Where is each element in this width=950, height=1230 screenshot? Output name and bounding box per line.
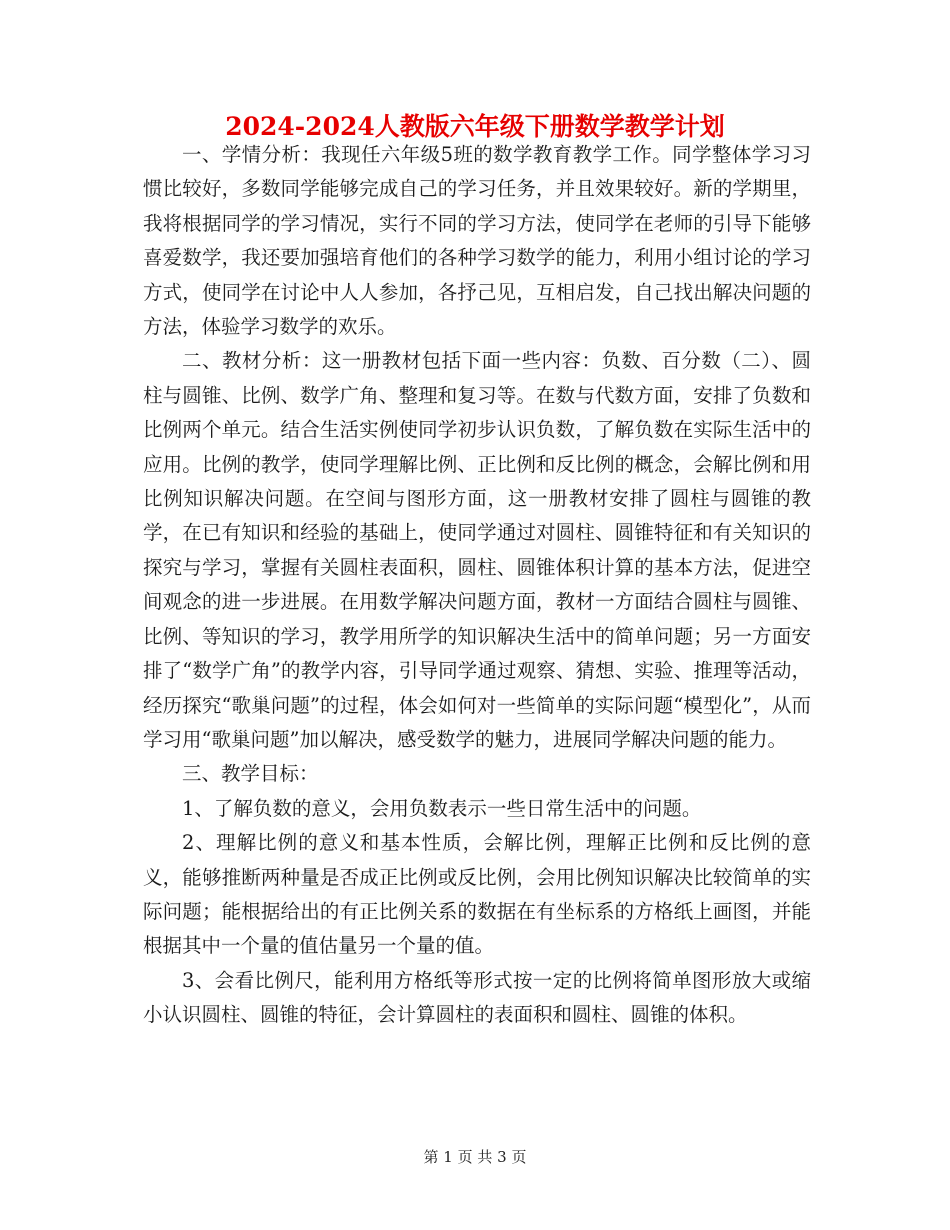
document-title: 2024-2024人教版六年级下册数学教学计划 — [225, 112, 725, 141]
page-footer: 第 1 页 共 3 页 — [423, 1148, 527, 1166]
paragraph-learning-analysis: 一、学情分析：我现任六年级5班的数学教育教学工作。同学整体学习习惯比较好，多数同学能够完成自己的学习任务，并且效果较好。新的学期里，我将根据同学的学习情况，实行不同的学习方法，使同学在老师的引导下能够喜爱数学，我还要加强培育他们的各种学习数学的能力，利用小组讨论的学习方式，使同学在讨论中人人参加，各抒己见，互相启发，自己找出解决问题的方法，体验学习数学的欢乐。 — [143, 143, 811, 339]
paragraph-goal-1: 1、了解负数的意义，会用负数表示一些日常生活中的问题。 — [182, 796, 702, 820]
document-body — [143, 138, 811, 1033]
paragraph-teaching-goals-heading: 三、教学目标： — [182, 762, 319, 786]
paragraph-goal-3: 3、会看比例尺，能利用方格纸等形式按一定的比例将简单图形放大或缩小认识圆柱、圆锥的特征，会计算圆柱的表面积和圆柱、圆锥的体积。 — [143, 968, 811, 1027]
paragraph-goal-2: 2、理解比例的意义和基本性质，会解比例，理解正比例和反比例的意义，能够推断两种量是否成正比例或反比例，会用比例知识解决比较简单的实际问题；能根据给出的有正比例关系的数据在有坐标系的方格纸上画图，并能根据其中一个量的值估量另一个量的值。 — [143, 831, 811, 958]
paragraph-textbook-analysis: 二、教材分析：这一册教材包括下面一些内容：负数、百分数（二）、圆柱与圆锥、比例、数学广角、整理和复习等。在数与代数方面，安排了负数和比例两个单元。结合生活实例使同学初步认识负数，了解负数在实际生活中的应用。比例的教学，使同学理解比例、正比例和反比例的概念，会解比例和用比例知识解决问题。在空间与图形方面，这一册教材安排了圆柱与圆锥的教学，在已有知识和经验的基础上，使同学通过对圆柱、圆锥特征和有关知识的探究与学习，掌握有关圆柱表面积，圆柱、圆锥体积计算的基本方法，促进空间观念的进一步进展。在用数学解决问题方面，教材一方面结合圆柱与圆锥、比例、等知识的学习，教学用所学的知识解决生活中的简单问题；另一方面安排了“数学广角”的教学内容，引导同学通过观察、猜想、实验、推理等活动，经历探究“歌巢问题”的过程，体会如何对一些简单的实际问题“模型化”，从而学习用“歌巢问题”加以解决，感受数学的魅力，进展同学解决问题的能力。 — [143, 349, 811, 751]
